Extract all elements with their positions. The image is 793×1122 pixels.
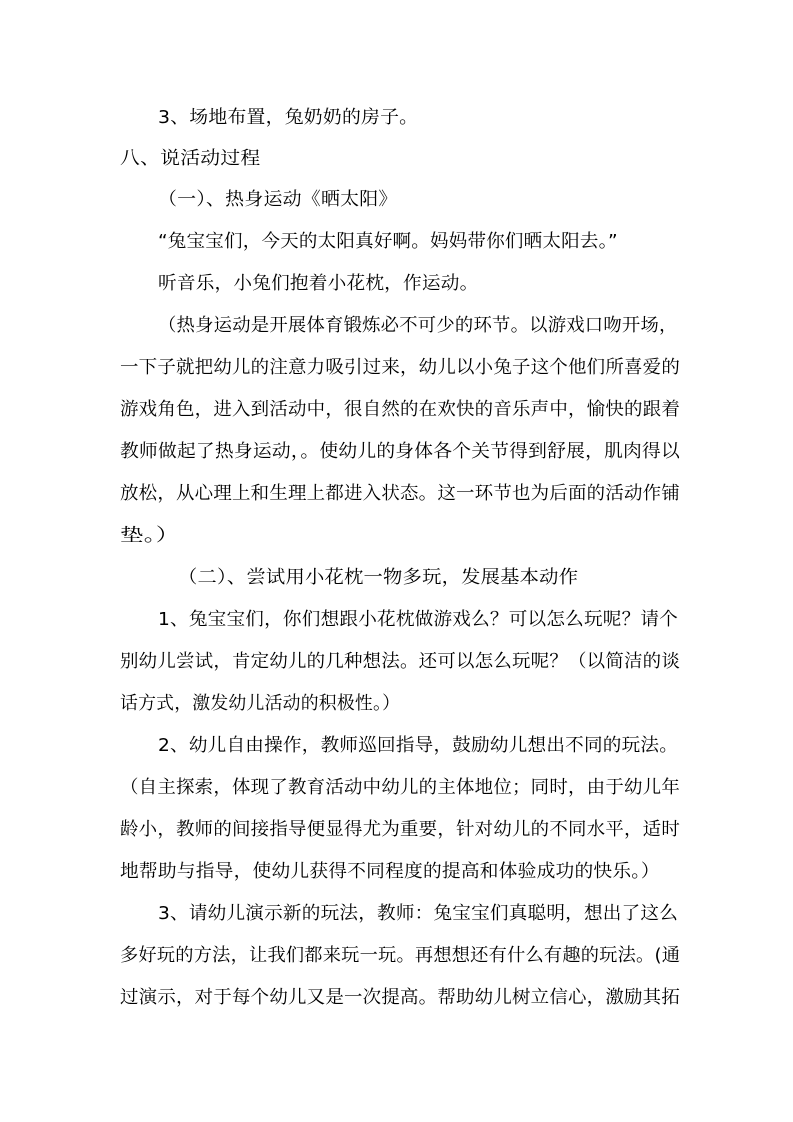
paragraph-line: 3、请幼儿演示新的玩法，教师：兔宝宝们真聪明，想出了这么 bbox=[158, 903, 679, 924]
paragraph-line: 2、幼儿自由操作，教师巡回指导，鼓励幼儿想出不同的玩法。 bbox=[158, 735, 679, 756]
paragraph-line: “兔宝宝们，今天的太阳真好啊。妈妈带你们晒太阳去。” bbox=[158, 231, 618, 252]
paragraph-line: 过演示，对于每个幼儿又是一次提高。帮助幼儿树立信心，激励其拓 bbox=[120, 987, 681, 1008]
list-item-venue: 3、场地布置，兔奶奶的房子。 bbox=[158, 107, 419, 128]
paragraph-line: 垫。） bbox=[120, 525, 180, 546]
paragraph-line: 教师做起了热身运动，。使幼儿的身体各个关节得到舒展，肌肉得以 bbox=[120, 441, 680, 462]
paragraph-line: 放松，从心理上和生理上都进入状态。这一环节也为后面的活动作铺 bbox=[120, 483, 681, 504]
paragraph-line: （自主探索，体现了教育活动中幼儿的主体地位；同时，由于幼儿年 bbox=[120, 777, 681, 798]
paragraph-line: 多好玩的方法，让我们都来玩一玩。再想想还有什么有趣的玩法。(通 bbox=[120, 945, 681, 966]
paragraph-line: 游戏角色，进入到活动中，很自然的在欢快的音乐声中，愉快的跟着 bbox=[120, 399, 681, 420]
paragraph-line: （热身运动是开展体育锻炼必不可少的环节。以游戏口吻开场， bbox=[158, 315, 678, 336]
paragraph-line: 一下子就把幼儿的注意力吸引过来，幼儿以小兔子这个他们所喜爱的 bbox=[120, 357, 681, 378]
paragraph-line: 别幼儿尝试，肯定幼儿的几种想法。还可以怎么玩呢？（以简洁的谈 bbox=[120, 651, 681, 672]
section-heading-8: 八、说活动过程 bbox=[120, 148, 261, 169]
paragraph-line: 1、兔宝宝们，你们想跟小花枕做游戏么？可以怎么玩呢？请个 bbox=[158, 609, 679, 630]
paragraph-line: 话方式，激发幼儿活动的积极性。） bbox=[120, 693, 401, 714]
paragraph-line: 听音乐，小兔们抱着小花枕，作运动。 bbox=[158, 273, 479, 294]
subsection-heading-2: （二）、尝试用小花枕一物多玩，发展基本动作 bbox=[178, 567, 579, 588]
paragraph-line: 地帮助与指导，使幼儿获得不同程度的提高和体验成功的快乐。） bbox=[120, 861, 660, 882]
paragraph-line: 龄小，教师的间接指导便显得尤为重要，针对幼儿的不同水平，适时 bbox=[120, 819, 681, 840]
subsection-heading-1: （一）、热身运动《晒太阳》 bbox=[158, 189, 398, 210]
